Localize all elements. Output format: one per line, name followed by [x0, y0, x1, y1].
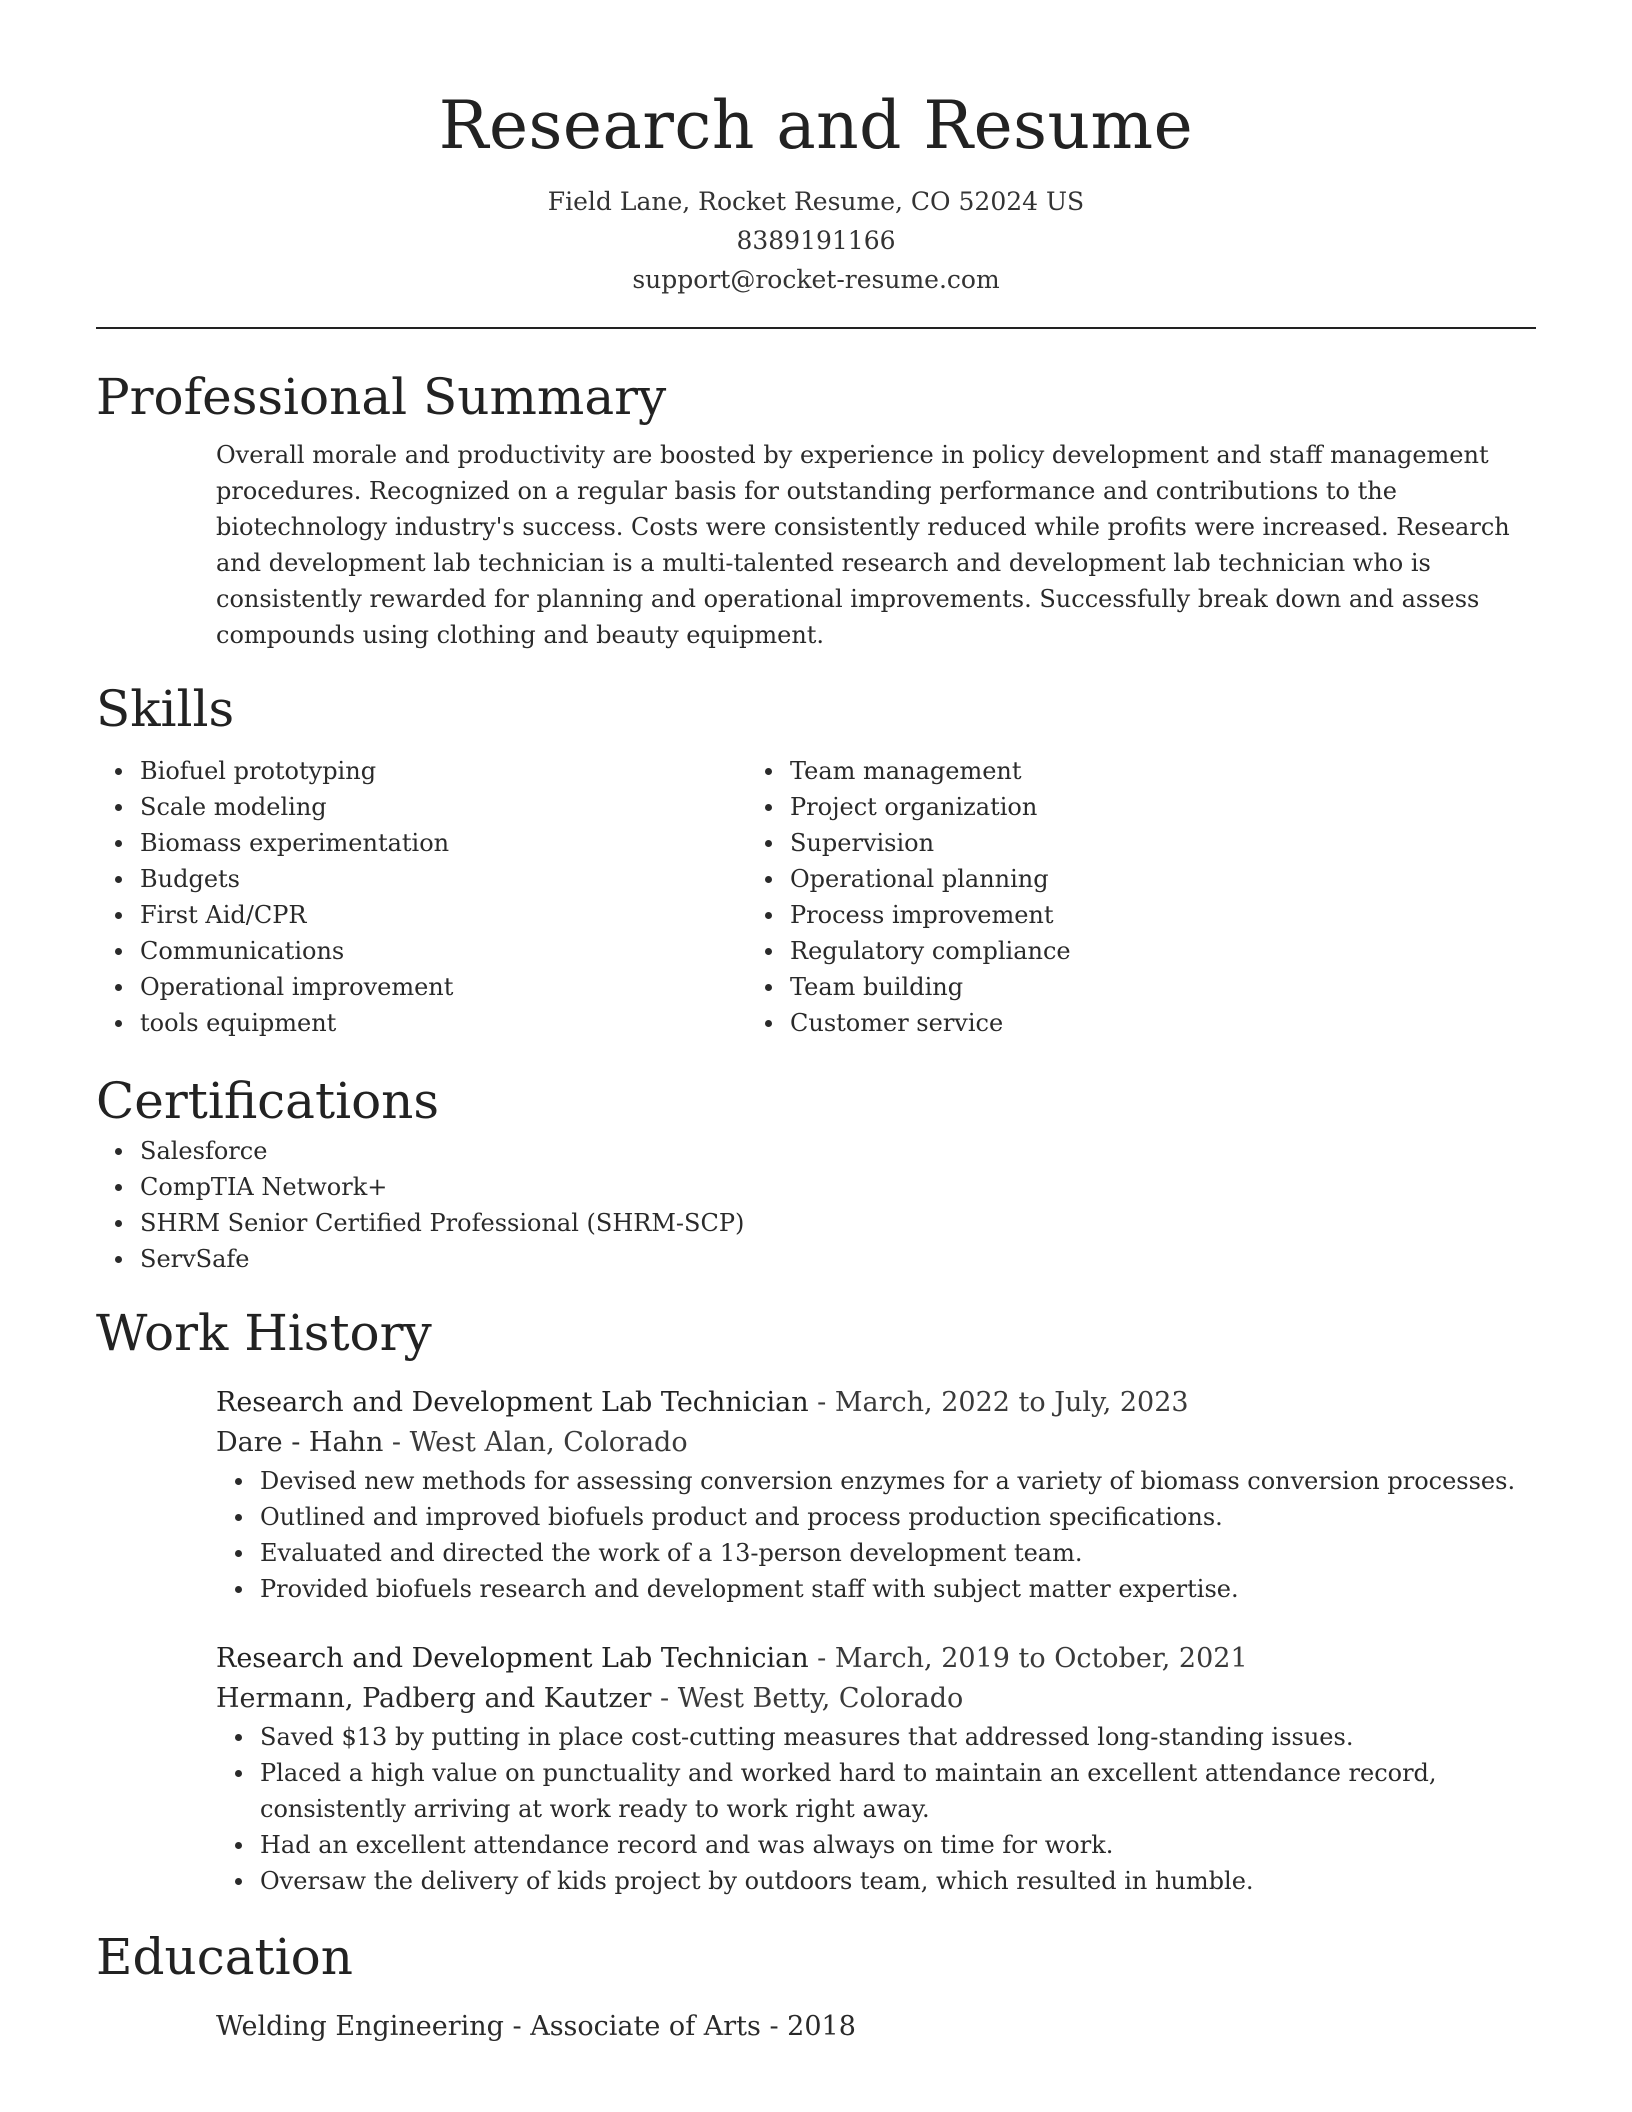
skill-item: Supervision: [746, 825, 1346, 861]
education-entry: Welding Engineering - Associate of Arts - 2018: [216, 2011, 856, 2042]
skill-item: First Aid/CPR: [96, 897, 746, 933]
job-duty-item: Provided biofuels research and development staff with subject matter expertise.: [216, 1571, 1536, 1607]
skills-heading: Skills: [96, 680, 235, 738]
skill-item: Scale modeling: [96, 789, 746, 825]
certifications-list: [96, 1133, 1536, 1277]
skill-item: Team management: [746, 753, 1346, 789]
contact-address: Field Lane, Rocket Resume, CO 52024 US: [547, 187, 1085, 216]
contact-email: support@rocket-resume.com: [632, 265, 1000, 294]
job-company-line: [216, 1679, 1536, 1719]
job-duty-item: Devised new methods for assessing conversion enzymes for a variety of biomass conversion processes.: [216, 1463, 1536, 1499]
summary-text: Overall morale and productivity are boosted by experience in policy development and staff management procedures. Recognized on a regular basis for outstanding performance and contributions to the biotechnology industry's success. Costs were consistently reduced while profits were increased. Research and development lab technician is a multi-talented research and development lab technician who is consistently rewarded for planning and operational improvements. Successfully break down and assess compounds using clothing and beauty equipment.: [216, 441, 1510, 649]
resume-page: [96, 0, 1536, 2112]
certification-item: ServSafe: [96, 1241, 1536, 1277]
skill-item: Budgets: [96, 861, 746, 897]
job-title-line: [216, 1383, 1536, 1423]
job-location: - West Betty, Colorado: [651, 1683, 964, 1714]
skill-item: Customer service: [746, 1005, 1346, 1041]
skill-item: Process improvement: [746, 897, 1346, 933]
skill-item: Team building: [746, 969, 1346, 1005]
job-duty-item: Placed a high value on punctuality and worked hard to maintain an excellent attendance record, consistently arriving at work ready to work right away.: [216, 1755, 1536, 1827]
skills-columns: [96, 753, 1536, 1041]
job-entry: [216, 1383, 1536, 1607]
candidate-name: Research and Resume: [438, 87, 1194, 164]
certifications-section: [96, 1069, 1536, 1277]
resume-header: [96, 0, 1536, 299]
work-history-heading: Work History: [96, 1304, 432, 1362]
job-company: Dare - Hahn: [216, 1427, 384, 1458]
skill-item: Biofuel prototyping: [96, 753, 746, 789]
skill-item: Communications: [96, 933, 746, 969]
job-location: - West Alan, Colorado: [383, 1427, 688, 1458]
contact-phone: 8389191166: [736, 226, 896, 255]
skills-list-right: [746, 753, 1346, 1041]
skills-section: [96, 677, 1536, 1041]
summary-section: [96, 365, 1536, 653]
job-title: Research and Development Lab Technician: [216, 1643, 809, 1674]
job-duty-item: Outlined and improved biofuels product and process production specifications.: [216, 1499, 1536, 1535]
skill-item: Operational planning: [746, 861, 1346, 897]
job-dates: - March, 2022 to July, 2023: [808, 1387, 1189, 1418]
skills-list-left: [96, 753, 746, 1041]
job-title-line: [216, 1639, 1536, 1679]
job-company-line: [216, 1423, 1536, 1463]
certification-item: CompTIA Network+: [96, 1169, 1536, 1205]
header-divider: [96, 327, 1536, 329]
contact-info: [96, 182, 1536, 299]
skill-item: Regulatory compliance: [746, 933, 1346, 969]
job-duty-item: Saved $13 by putting in place cost-cutting measures that addressed long-standing issues.: [216, 1719, 1536, 1755]
skill-item: Biomass experimentation: [96, 825, 746, 861]
job-duty-item: Oversaw the delivery of kids project by outdoors team, which resulted in humble.: [216, 1863, 1536, 1899]
job-duties-list: [216, 1719, 1536, 1899]
education-section: [96, 1925, 1536, 2047]
skill-item: Operational improvement: [96, 969, 746, 1005]
certifications-heading: Certifications: [96, 1072, 440, 1130]
job-company: Hermann, Padberg and Kautzer: [216, 1683, 652, 1714]
job-duty-item: Had an excellent attendance record and was always on time for work.: [216, 1827, 1536, 1863]
summary-heading: Professional Summary: [96, 368, 667, 426]
education-heading: Education: [96, 1928, 353, 1986]
certification-item: Salesforce: [96, 1133, 1536, 1169]
job-dates: - March, 2019 to October, 2021: [808, 1643, 1248, 1674]
skill-item: tools equipment: [96, 1005, 746, 1041]
job-duties-list: [216, 1463, 1536, 1607]
work-history-section: [96, 1301, 1536, 1899]
job-entry: [216, 1639, 1536, 1899]
job-duty-item: Evaluated and directed the work of a 13-person development team.: [216, 1535, 1536, 1571]
skill-item: Project organization: [746, 789, 1346, 825]
certification-item: SHRM Senior Certified Professional (SHRM-SCP): [96, 1205, 1536, 1241]
job-title: Research and Development Lab Technician: [216, 1387, 809, 1418]
